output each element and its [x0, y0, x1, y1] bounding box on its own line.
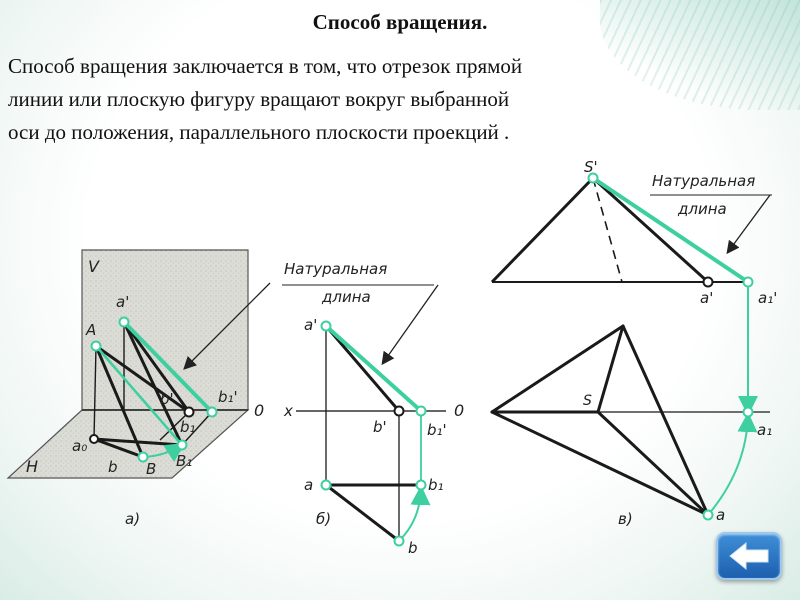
label-b-prime: b' — [373, 418, 387, 436]
label-a1: a₁ — [757, 421, 773, 439]
body-line-2: линии или плоскую фигуру вращают вокруг выбранной — [8, 87, 510, 111]
label-a: a — [304, 476, 314, 494]
point-A — [92, 342, 101, 351]
rotation-arc-b — [399, 489, 421, 541]
point-a-prime — [120, 318, 129, 327]
label-a-prime: a' — [700, 289, 714, 307]
label-b1-prime: b₁' — [427, 421, 447, 439]
label-s: S — [583, 393, 592, 409]
caption-b: б) — [316, 510, 332, 528]
caption-a: а) — [125, 510, 141, 528]
point-b1 — [417, 481, 426, 490]
point-a-prime — [322, 322, 331, 331]
point-a1 — [744, 408, 753, 417]
point-a0 — [90, 435, 98, 443]
plan-edge-6 — [598, 412, 708, 515]
label-plane-h: H — [26, 457, 39, 476]
figure-a — [8, 250, 264, 528]
segment-a-b-prime — [326, 326, 399, 411]
leader-b-2 — [383, 285, 438, 363]
label-b: b — [408, 539, 418, 557]
pyramid-front-left — [492, 178, 593, 282]
label-natural-length-b-1: Натуральная — [284, 260, 388, 278]
label-B1: B₁ — [176, 452, 193, 470]
pyramid-front-right — [593, 178, 708, 282]
body-line-3: оси до положения, параллельного плоскости проекций . — [8, 120, 510, 144]
point-a — [322, 481, 331, 490]
label-a-prime: a' — [304, 316, 318, 334]
label-b1: b₁ — [428, 476, 444, 494]
label-natural-length-v-1: Натуральная — [652, 172, 756, 190]
plan-edge-2 — [623, 326, 708, 515]
rotation-arc-v — [708, 416, 748, 515]
label-a: a — [716, 506, 726, 524]
label-axis-zero-b: 0 — [454, 401, 465, 420]
label-axis-x: x — [284, 402, 293, 420]
point-B1 — [178, 441, 187, 450]
label-natural-length-v-2: длина — [678, 200, 727, 218]
natural-length-b — [326, 326, 421, 411]
point-b1-prime — [417, 407, 426, 416]
label-natural-length-b-2: длина — [322, 288, 371, 306]
point-b-prime — [185, 408, 194, 417]
point-b — [395, 537, 404, 546]
point-a-prime — [704, 278, 713, 287]
back-button[interactable] — [716, 532, 782, 580]
label-a1-prime: a₁' — [758, 289, 778, 307]
label-b1-prime: b₁' — [218, 388, 238, 406]
label-a0: a₀ — [72, 437, 88, 455]
plan-edge-3 — [492, 412, 708, 515]
label-b-prime: b' — [160, 390, 174, 408]
point-b1-prime — [208, 408, 217, 417]
label-axis-zero: 0 — [254, 401, 265, 420]
leader-v — [728, 195, 770, 252]
label-A: A — [86, 321, 97, 339]
point-b-prime — [395, 407, 404, 416]
slide-title: Способ вращения. — [312, 10, 488, 34]
label-b1: b₁ — [180, 418, 196, 436]
label-a-prime: a' — [116, 293, 130, 311]
label-b: b — [108, 458, 118, 476]
label-s-prime: S' — [584, 158, 598, 176]
caption-v: в) — [618, 510, 633, 528]
arrow-left-icon — [728, 541, 770, 571]
label-plane-v: V — [88, 257, 99, 276]
body-line-1: Способ вращения заключается в том, что отрезок прямой — [8, 54, 523, 78]
natural-length-v — [593, 178, 748, 282]
segment-a-b — [326, 485, 399, 541]
point-a — [704, 511, 713, 520]
point-a1-prime — [744, 278, 753, 287]
plan-edge-1 — [492, 326, 623, 412]
label-B: B — [146, 460, 157, 478]
figure-v — [492, 158, 777, 528]
